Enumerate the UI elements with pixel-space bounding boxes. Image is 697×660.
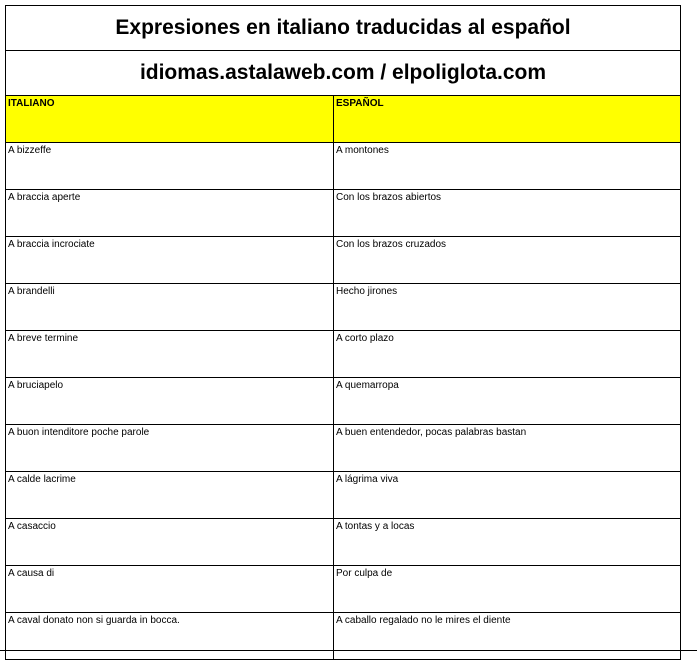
table-row bbox=[6, 425, 681, 472]
table-row bbox=[6, 472, 681, 519]
expressions-table bbox=[5, 5, 681, 660]
table-row bbox=[6, 378, 681, 425]
header-row bbox=[6, 96, 681, 143]
column-header-italian: ITALIANO bbox=[6, 96, 334, 143]
table-row bbox=[6, 331, 681, 378]
italian-cell: A braccia aperte bbox=[6, 190, 334, 237]
column-header-spanish: ESPAÑOL bbox=[334, 96, 681, 143]
italian-cell: A calde lacrime bbox=[6, 472, 334, 519]
italian-cell: A bruciapelo bbox=[6, 378, 334, 425]
document-title: Expresiones en italiano traducidas al español bbox=[6, 6, 681, 51]
spanish-cell: Hecho jirones bbox=[334, 284, 681, 331]
table-row bbox=[6, 519, 681, 566]
spanish-cell: A corto plazo bbox=[334, 331, 681, 378]
spanish-cell: A lágrima viva bbox=[334, 472, 681, 519]
table-row bbox=[6, 613, 681, 660]
italian-cell: A bizzeffe bbox=[6, 143, 334, 190]
spanish-cell: A buen entendedor, pocas palabras bastan bbox=[334, 425, 681, 472]
italian-cell: A braccia incrociate bbox=[6, 237, 334, 284]
spanish-cell: A tontas y a locas bbox=[334, 519, 681, 566]
spanish-cell: A quemarropa bbox=[334, 378, 681, 425]
table-row bbox=[6, 566, 681, 613]
spanish-cell: Con los brazos abiertos bbox=[334, 190, 681, 237]
italian-cell: A buon intenditore poche parole bbox=[6, 425, 334, 472]
table-row bbox=[6, 237, 681, 284]
italian-cell: A casaccio bbox=[6, 519, 334, 566]
title-row bbox=[6, 6, 681, 51]
subtitle-row bbox=[6, 51, 681, 96]
document-subtitle: idiomas.astalaweb.com / elpoliglota.com bbox=[6, 51, 681, 96]
table-row bbox=[6, 190, 681, 237]
table-row bbox=[6, 284, 681, 331]
italian-cell: A brandelli bbox=[6, 284, 334, 331]
table-row bbox=[6, 143, 681, 190]
spanish-cell: A montones bbox=[334, 143, 681, 190]
page-bottom-border bbox=[0, 650, 697, 651]
italian-cell: A causa di bbox=[6, 566, 334, 613]
spanish-cell: Por culpa de bbox=[334, 566, 681, 613]
spanish-cell: Con los brazos cruzados bbox=[334, 237, 681, 284]
italian-cell: A caval donato non si guarda in bocca. bbox=[6, 613, 334, 660]
italian-cell: A breve termine bbox=[6, 331, 334, 378]
spanish-cell: A caballo regalado no le mires el diente bbox=[334, 613, 681, 660]
